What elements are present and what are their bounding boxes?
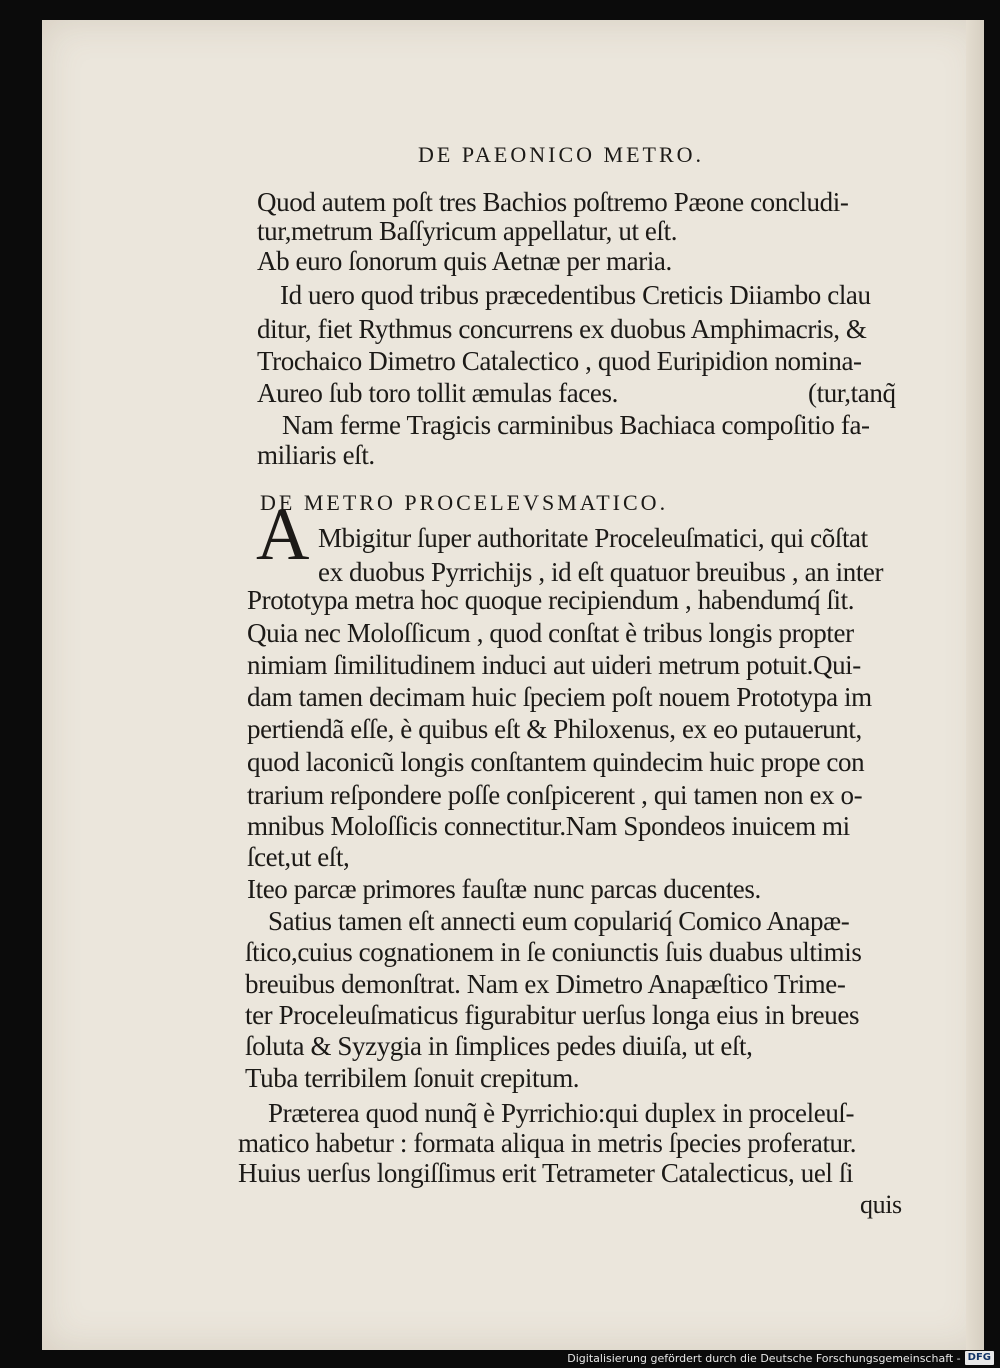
digitization-credit bbox=[567, 1350, 994, 1366]
page-text bbox=[42, 20, 984, 1350]
text-line: Nam ferme Tragicis carminibus Bachiaca compoſitio fa- bbox=[282, 410, 870, 440]
text-line: pertiendã eſſe, è quibus eſt & Philoxenus, ex eo putauerunt, bbox=[247, 714, 862, 744]
text-line: nimiam ſimilitudinem induci aut uideri metrum potuit.Qui- bbox=[247, 650, 861, 680]
text-line: miliaris eſt. bbox=[257, 440, 375, 470]
text-line: Trochaico Dimetro Catalectico , quod Euripidion nomina- bbox=[257, 346, 862, 376]
text-line: mnibus Moloſſicis connectitur.Nam Spondeos inuicem mi bbox=[247, 811, 850, 841]
text-line: Iteo parcæ primores fauſtæ nunc parcas ducentes. bbox=[247, 874, 761, 904]
dfg-logo-icon: DFG bbox=[965, 1351, 994, 1365]
text-line: quod laconicũ longis conſtantem quindecim huic prope con bbox=[247, 747, 865, 777]
text-line: Ab euro ſonorum quis Aetnæ per maria. bbox=[257, 246, 672, 276]
text-line: ſtico,cuius cognationem in ſe coniunctis ſuis duabus ultimis bbox=[245, 937, 862, 967]
text-line: Quod autem poſt tres Bachios poſtremo Pæone concludi- bbox=[257, 187, 849, 217]
text-line: breuibus demonſtrat. Nam ex Dimetro Anapæſtico Trime- bbox=[245, 969, 846, 999]
aside-text: (tur,tanq̃ bbox=[808, 378, 896, 408]
text-line: Præterea quod nunq̃ è Pyrrichio:qui duplex in proceleuſ- bbox=[268, 1098, 855, 1128]
text-line: ditur, fiet Rythmus concurrens ex duobus Amphimacris, & bbox=[257, 314, 867, 344]
text-line: Tuba terribilem ſonuit crepitum. bbox=[245, 1063, 580, 1093]
text-line: ter Proceleuſmaticus figurabitur uerſus longa eius in breues bbox=[245, 1000, 860, 1030]
text-line: trarium reſpondere poſſe conſpicerent , qui tamen non ex o- bbox=[247, 780, 863, 810]
drop-cap: A bbox=[256, 494, 310, 576]
text-line: Id uero quod tribus præcedentibus Creticis Diiambo clau bbox=[280, 280, 871, 310]
text-line: matico habetur : formata aliqua in metris ſpecies proferatur. bbox=[238, 1128, 857, 1158]
footer-text: Digitalisierung gefördert durch die Deutsche Forschungsgemeinschaft - bbox=[567, 1351, 961, 1365]
text-line: Mbigitur ſuper authoritate Proceleuſmatici, qui cõſtat bbox=[318, 523, 868, 553]
text-line: ſoluta & Syzygia in ſimplices pedes diuiſa, ut eſt, bbox=[245, 1031, 753, 1061]
text-line: Quia nec Moloſſicum , quod conſtat è tribus longis propter bbox=[247, 618, 854, 648]
text-line: Huius uerſus longiſſimus erit Tetrameter Catalecticus, uel ſi bbox=[238, 1158, 854, 1188]
text-line: ex duobus Pyrrichijs , id eſt quatuor breuibus , an inter bbox=[318, 557, 884, 587]
section-heading: DE METRO PROCELEVSMATICO. bbox=[260, 490, 669, 515]
book-page bbox=[42, 20, 984, 1350]
catchword: quis bbox=[860, 1190, 902, 1219]
text-line: tur,metrum Baſſyricum appellatur, ut eſt. bbox=[257, 216, 678, 246]
text-line: ſcet,ut eſt, bbox=[247, 842, 350, 872]
running-head: DE PAEONICO METRO. bbox=[418, 142, 705, 167]
text-line: Prototypa metra hoc quoque recipiendum , habendumq́ ſit. bbox=[247, 585, 855, 615]
text-line: Satius tamen eſt annecti eum copulariq́ Comico Anapæ- bbox=[268, 906, 850, 936]
text-line: Aureo ſub toro tollit æmulas faces. bbox=[257, 378, 618, 408]
text-line: dam tamen decimam huic ſpeciem poſt nouem Prototypa im bbox=[247, 682, 872, 712]
